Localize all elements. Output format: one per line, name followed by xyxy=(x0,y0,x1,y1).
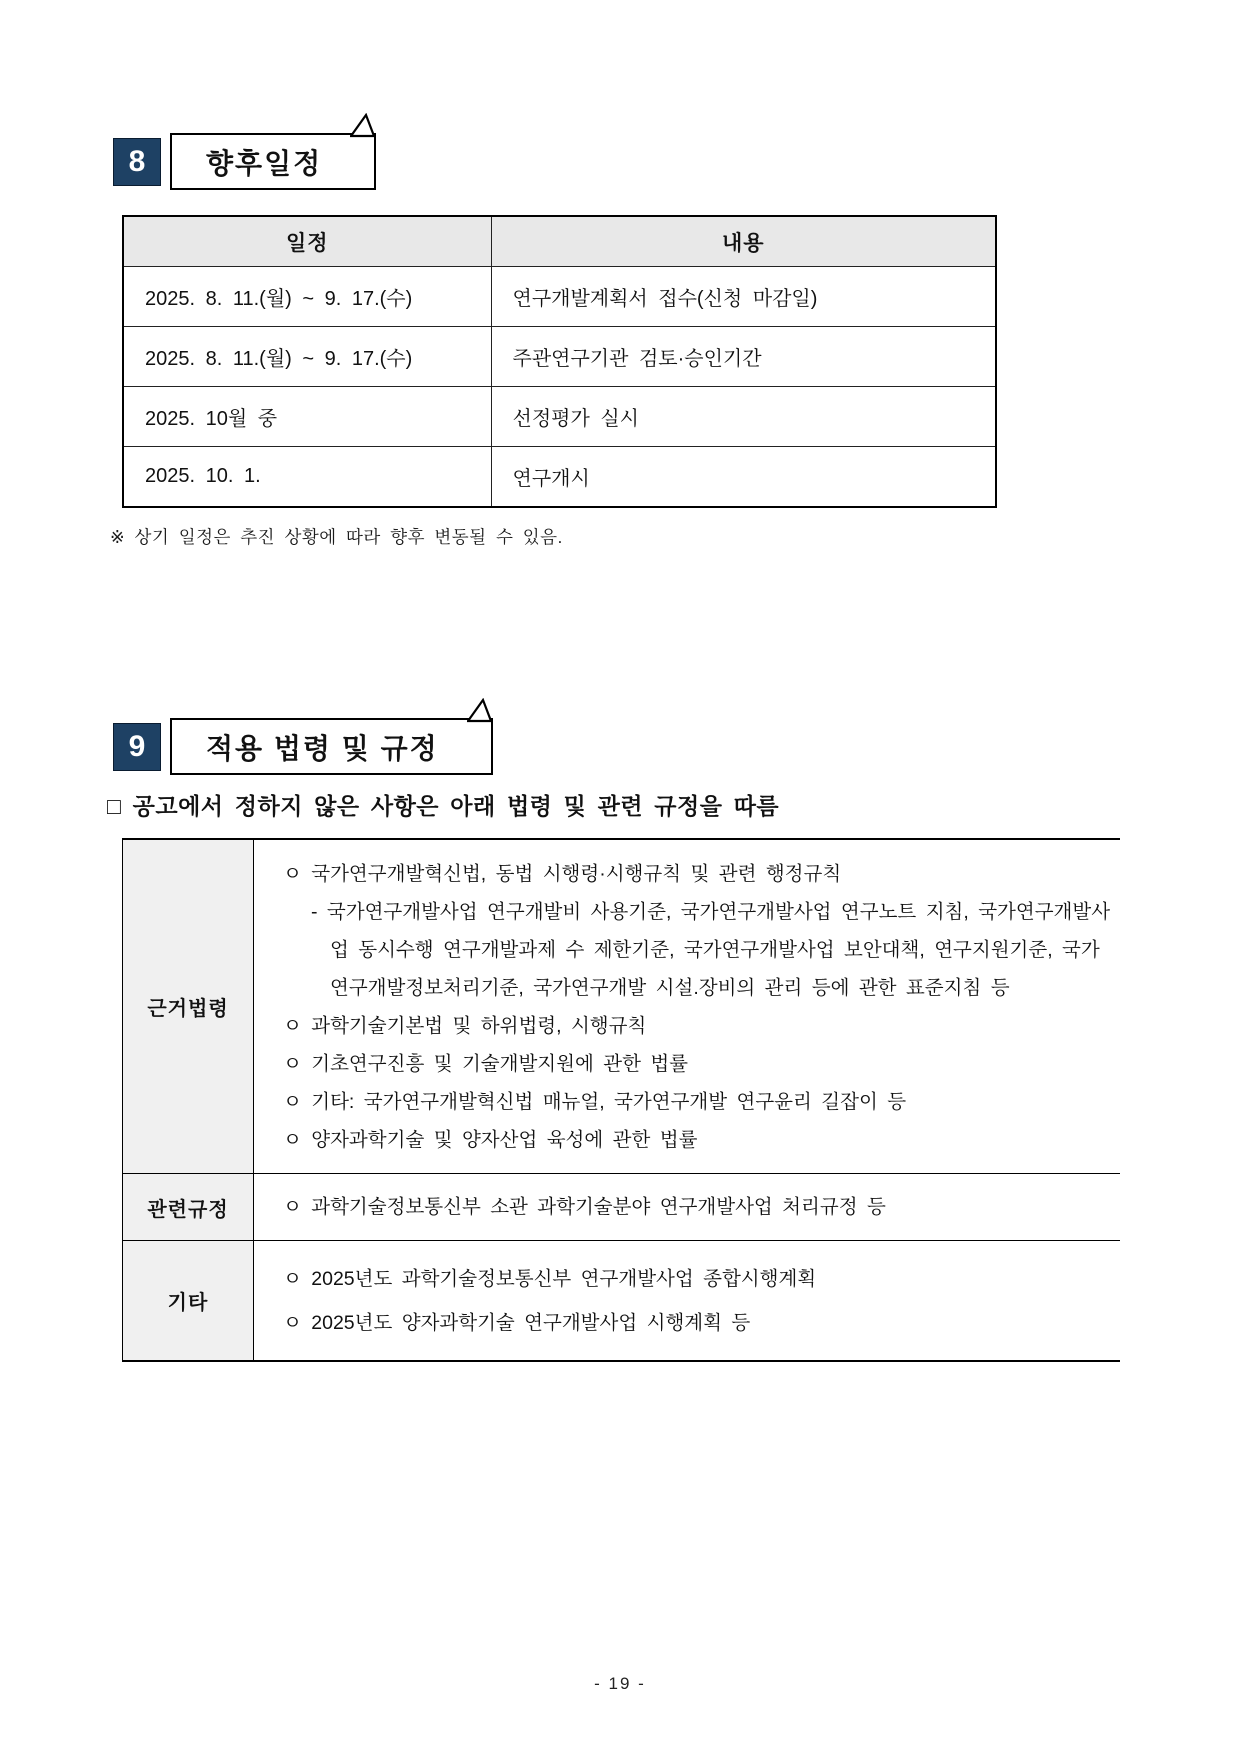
schedule-date-cell: 2025. 10월 중 xyxy=(123,387,491,447)
list-item: ㅇ 과학기술기본법 및 하위법령, 시행규칙 xyxy=(283,1014,647,1037)
section-9-title-box xyxy=(170,718,493,775)
schedule-date-cell: 2025. 8. 11.(월) ~ 9. 17.(수) xyxy=(123,267,491,327)
section-8-title: 향후일정 xyxy=(206,147,323,179)
schedule-date-cell: 2025. 10. 1. xyxy=(123,447,491,508)
list-item: ㅇ 2025년도 과학기술정보통신부 연구개발사업 종합시행계획 xyxy=(283,1267,817,1290)
table-row xyxy=(123,267,996,327)
table-row xyxy=(123,447,996,508)
folded-corner-icon xyxy=(350,113,376,138)
row-label: 관련규정 xyxy=(123,1174,254,1241)
schedule-content-cell: 주관연구기관 검토·승인기간 xyxy=(491,327,996,387)
list-item: ㅇ 양자과학기술 및 양자산업 육성에 관한 법률 xyxy=(283,1128,698,1151)
table-row-legal-basis xyxy=(123,839,1121,1174)
schedule-table-header-row xyxy=(123,216,996,267)
schedule-content-cell: 연구개발계획서 접수(신청 마감일) xyxy=(491,267,996,327)
list-item: ㅇ 기초연구진흥 및 기술개발지원에 관한 법률 xyxy=(283,1052,688,1075)
table-row xyxy=(123,387,996,447)
section-8-number-badge: 8 xyxy=(113,138,161,186)
list-item: - 국가연구개발사업 연구개발비 사용기준, 국가연구개발사업 연구노트 지침, 국가연구개발사업 동시수행 연구개발과제 수 제한기준, 국가연구개발사업 보안대책, 연구지원기준, 국가연구개발정보처리기준, 국가연구개발 시설.장비의 관리 등에 관한 표준지침 등 xyxy=(311,900,1111,999)
section-8-header xyxy=(113,133,376,190)
etc-cell xyxy=(254,1241,1121,1362)
schedule-content-cell: 선정평가 실시 xyxy=(491,387,996,447)
schedule-date-cell: 2025. 8. 11.(월) ~ 9. 17.(수) xyxy=(123,327,491,387)
list-item: ㅇ 2025년도 양자과학기술 연구개발사업 시행계획 등 xyxy=(283,1311,751,1334)
list-item: ㅇ 국가연구개발혁신법, 동법 시행령·시행규칙 및 관련 행정규칙 xyxy=(283,862,842,885)
schedule-content-cell: 연구개시 xyxy=(491,447,996,508)
section-9-title: 적용 법령 및 규정 xyxy=(206,732,439,764)
schedule-table xyxy=(122,215,997,508)
section-9-intro-line: □ 공고에서 정하지 않은 사항은 아래 법령 및 관련 규정을 따름 xyxy=(107,794,780,819)
table-row-related-rules xyxy=(123,1174,1121,1241)
section-9-number-badge: 9 xyxy=(113,723,161,771)
schedule-header-cell: 일정 xyxy=(123,216,491,267)
related-rules-cell xyxy=(254,1174,1121,1241)
row-label: 기타 xyxy=(123,1241,254,1362)
list-item: ㅇ 기타: 국가연구개발혁신법 매뉴얼, 국가연구개발 연구윤리 길잡이 등 xyxy=(283,1090,907,1113)
legal-basis-cell xyxy=(254,839,1121,1174)
section-9-header xyxy=(113,718,493,775)
folded-corner-icon xyxy=(467,698,493,723)
schedule-header-cell: 내용 xyxy=(491,216,996,267)
schedule-change-note: ※ 상기 일정은 추진 상황에 따라 향후 변동될 수 있음. xyxy=(110,527,563,547)
table-row-etc xyxy=(123,1241,1121,1362)
laws-table xyxy=(122,838,1120,1362)
page-number: - 19 - xyxy=(594,1674,646,1693)
section-8-title-box xyxy=(170,133,376,190)
list-item: ㅇ 과학기술정보통신부 소관 과학기술분야 연구개발사업 처리규정 등 xyxy=(283,1196,886,1218)
table-row xyxy=(123,327,996,387)
row-label: 근거법령 xyxy=(123,839,254,1174)
